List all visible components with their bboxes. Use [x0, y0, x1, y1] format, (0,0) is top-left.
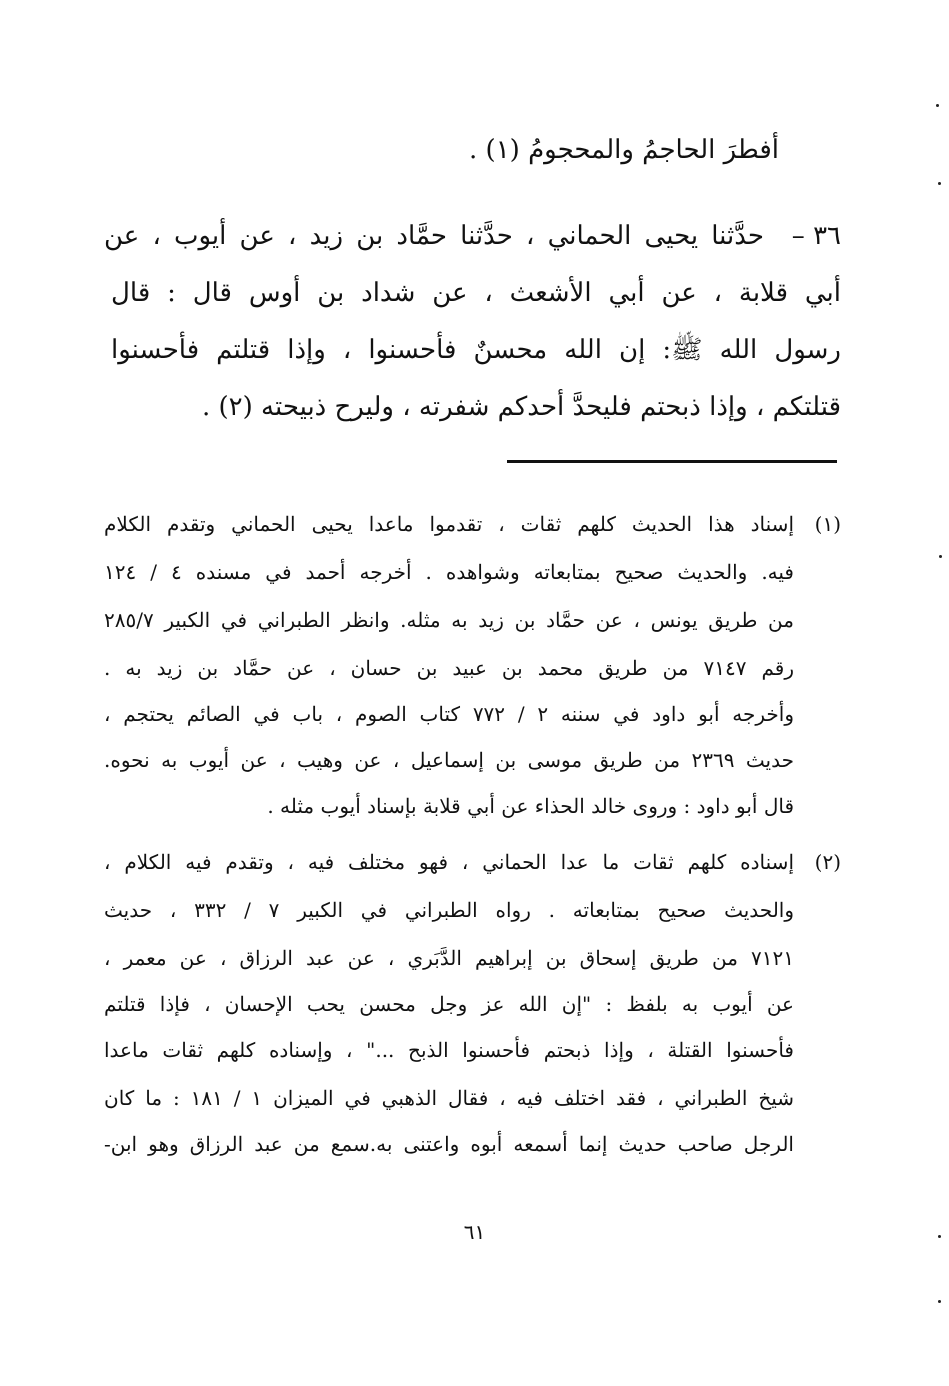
hadith-line: قتلتكم ، وإذا ذبحتم فليحدَّ أحدكم شفرته ، وليرح ذبيحته (٢) . [201, 392, 841, 422]
footnote-line: شيخ الطبراني ، فقد اختلف فيه ، فقال الذهبي في الميزان ١ / ١٨١ : ما كان [104, 1086, 795, 1110]
page-number: ٦١ [463, 1220, 486, 1244]
scan-speck [936, 104, 939, 107]
footnote-line: إسناد هذا الحديث كلهم ثقات ، تقدموا ماعدا يحيى الحماني وتقدم الكلام [104, 512, 794, 536]
scan-speck [938, 1235, 941, 1238]
footnote-line: فيه. والحديث صحيح بمتابعاته وشواهده . أخرجه أحمد في مسنده ٤ / ١٢٤ [104, 560, 794, 584]
scan-speck [938, 182, 941, 185]
footnote-marker: (١) [814, 512, 841, 536]
continuation-line: أفطرَ الحاجمُ والمحجومُ (١) . [469, 135, 779, 165]
scan-speck [938, 1300, 941, 1303]
hadith-number: ٣٦ – [791, 221, 841, 251]
footnote-line: إسناده كلهم ثقات ما عدا الحماني ، فهو مختلف فيه ، وتقدم فيه الكلام ، [104, 850, 794, 874]
footnote-line: رقم ٧١٤٧ من طريق محمد بن عبيد بن حسان ، عن حمَّاد بن زيد به . [104, 656, 795, 680]
hadith-line: أبي قلابة ، عن أبي الأشعث ، عن شداد بن أوس قال : قال [111, 278, 841, 308]
footnote-line: الرجل صاحب حديث إنما أسمعه أبوه واعتنى به.سمع من عبد الرزاق وهو ابن- [104, 1132, 794, 1156]
footnote-separator [507, 460, 837, 463]
hadith-line: حدَّثنا يحيى الحماني ، حدَّثنا حمَّاد بن زيد ، عن أيوب ، عن [104, 221, 764, 251]
footnote-marker: (٢) [814, 850, 841, 874]
footnote-line: وأخرجه أبو داود في سننه ٢ / ٧٧٢ كتاب الصوم ، باب في الصائم يحتجم ، [104, 702, 795, 726]
scan-speck [939, 555, 942, 558]
footnote-line: حديث ٢٣٦٩ من طريق موسى بن إسماعيل ، عن وهيب ، عن أيوب به نحوه. [104, 748, 794, 772]
footnote-line: ٧١٢١ من طريق إسحاق بن إبراهيم الدَّبَري ، عن عبد الرزاق ، عن معمر ، [104, 946, 794, 970]
footnote-line: والحديث صحيح بمتابعاته . رواه الطبراني في الكبير ٧ / ٣٣٢ ، حديث [104, 898, 795, 922]
footnote-line: من طريق يونس ، عن حمَّاد بن زيد به مثله. وانظر الطبراني في الكبير ٢٨٥/٧ [104, 608, 794, 632]
footnote-line: فأحسنوا القتلة ، وإذا ذبحتم فأحسنوا الذبح ..." ، وإسناده كلهم ثقات ماعدا [104, 1038, 794, 1062]
footnote-line: عن أيوب به بلفظ : "إن الله عز وجل محسن يحب الإحسان ، فإذا قتلتم [104, 992, 794, 1016]
footnote-line: قال أبو داود : وروى خالد الحذاء عن أبي قلابة بإسناد أيوب مثله . [267, 794, 794, 818]
hadith-line: رسول الله ﷺ: إن الله محسنٌ فأحسنوا ، وإذا قتلتم فأحسنوا [111, 335, 841, 365]
